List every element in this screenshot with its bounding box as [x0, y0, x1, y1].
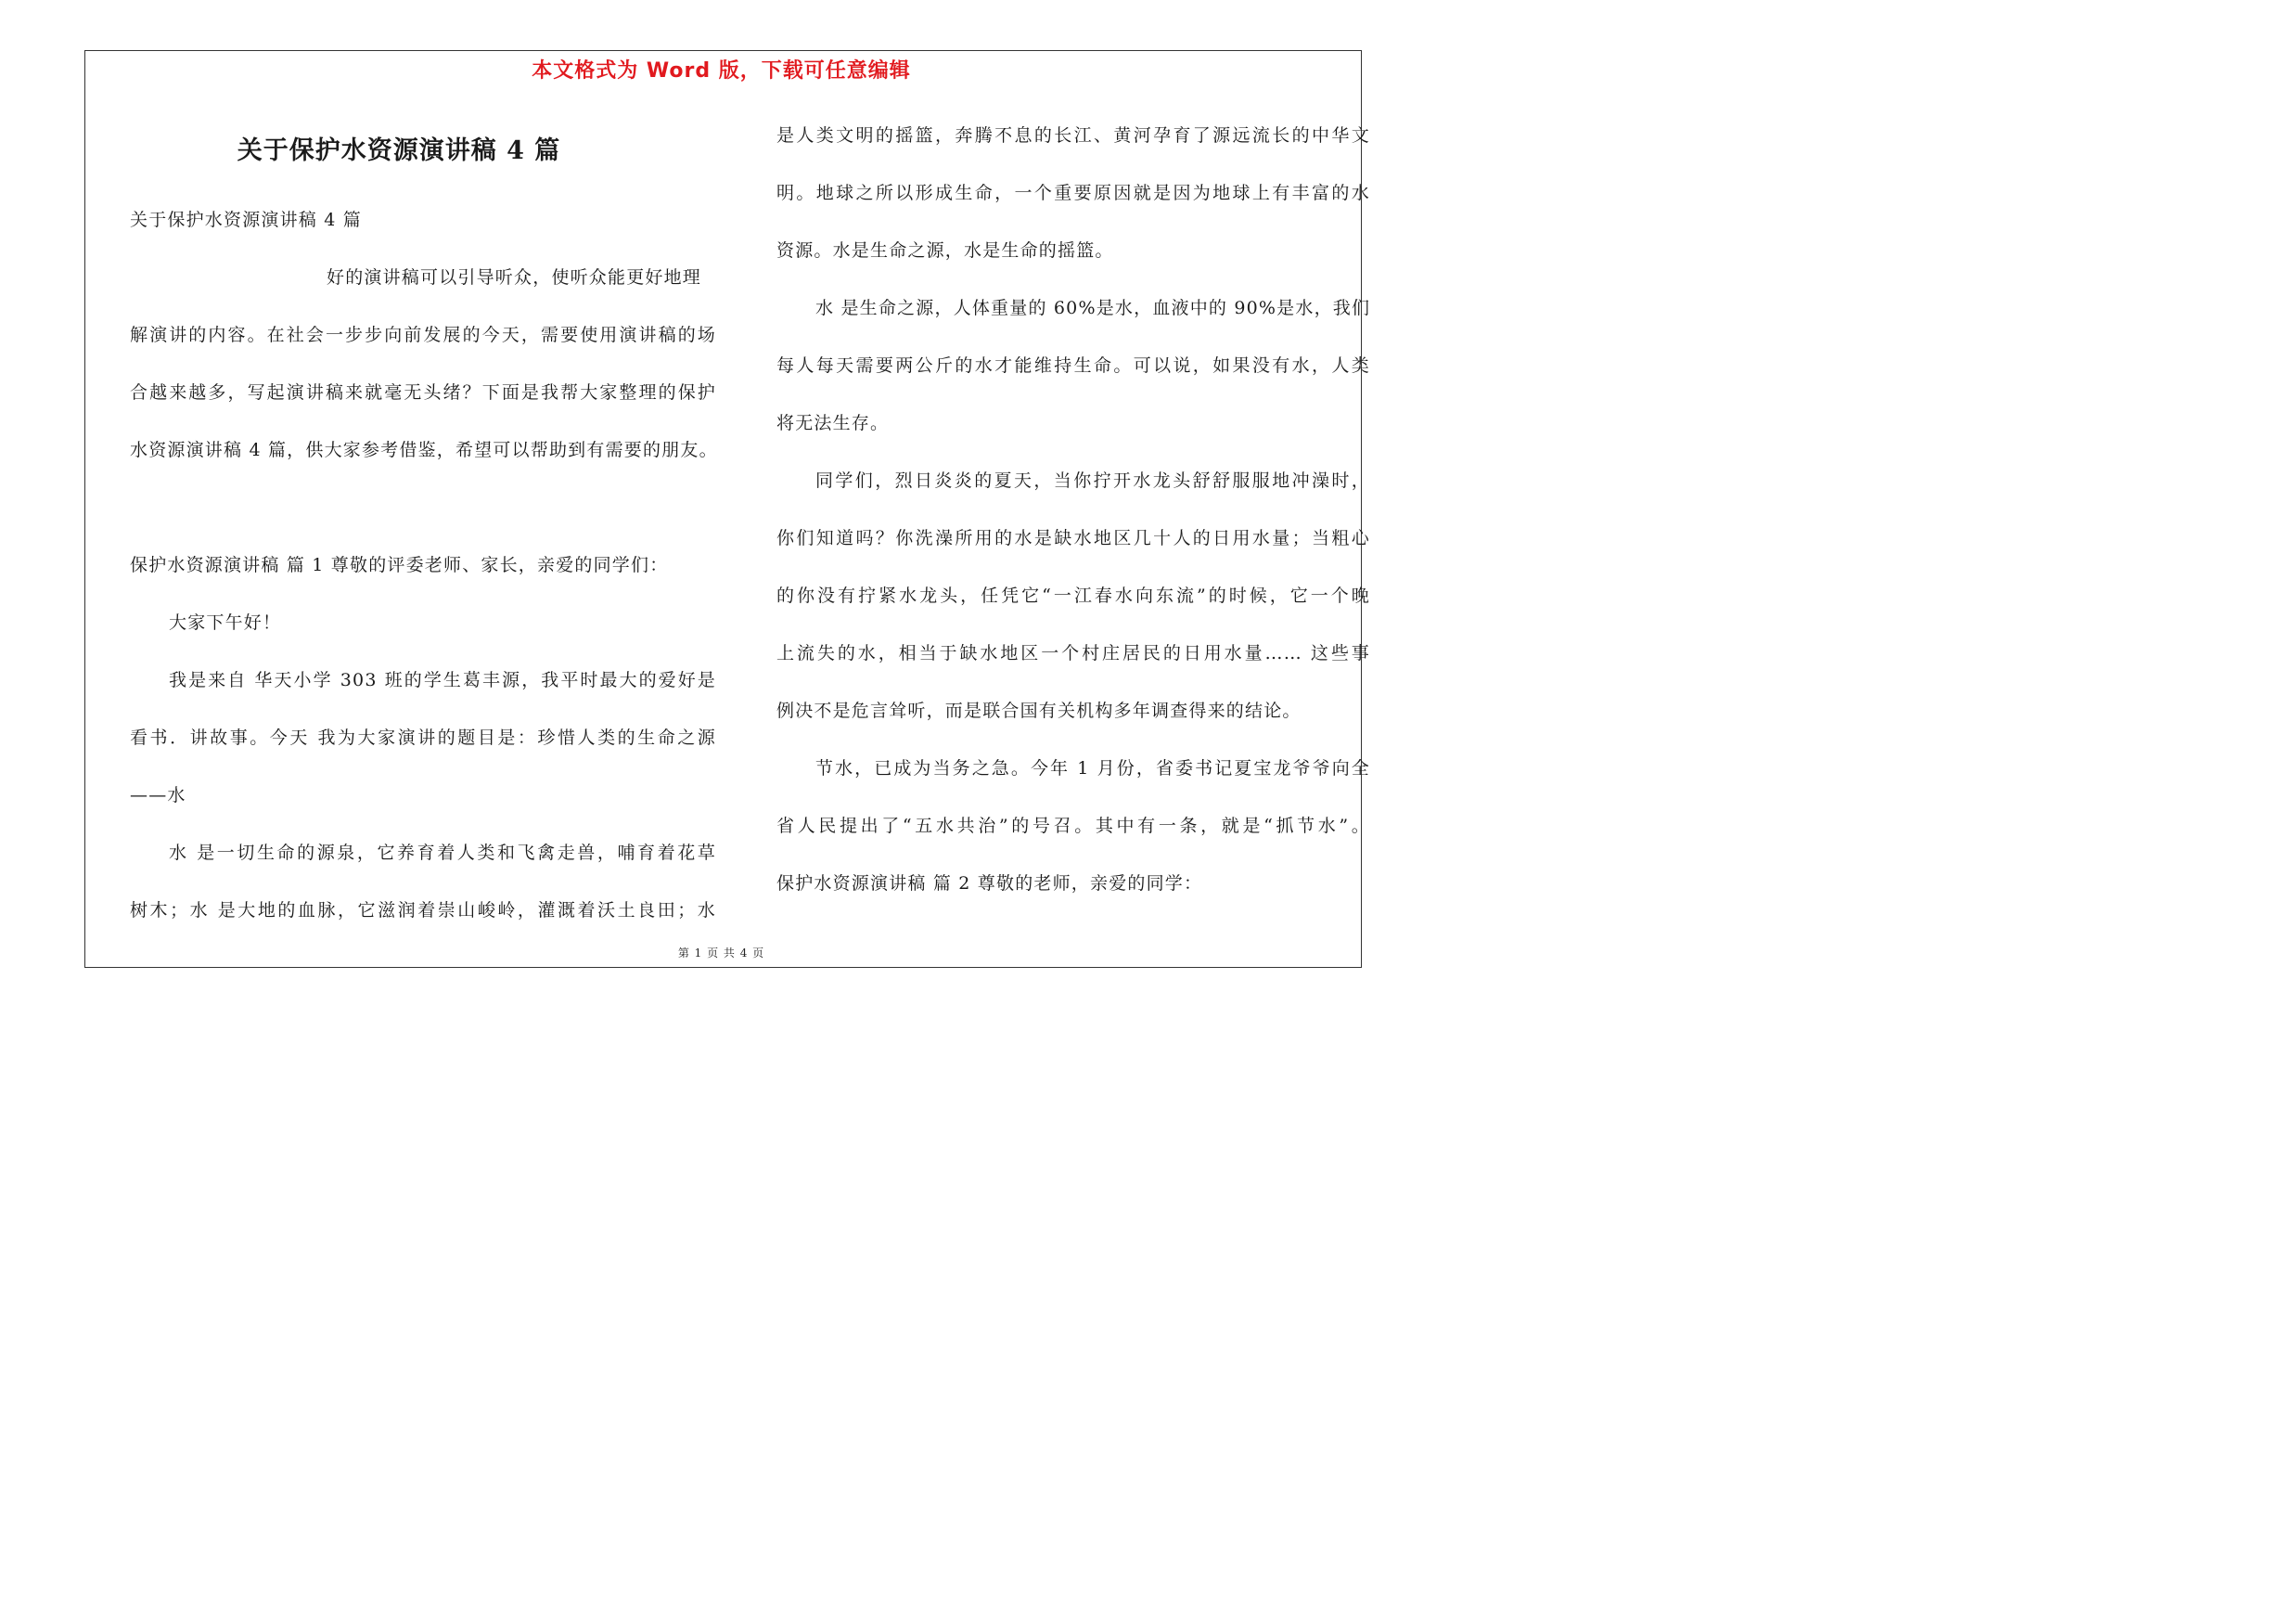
text-line: 你们知道吗？你洗澡所用的水是缺水地区几十人的日用水量；当粗心: [776, 528, 1370, 548]
text-line: 将无法生存。: [776, 413, 890, 433]
text-line: 保护水资源演讲稿 篇 2 尊敬的老师，亲爱的同学：: [776, 873, 1203, 894]
text-line: 节水，已成为当务之急。今年 1 月份，省委书记夏宝龙爷爷向全: [815, 758, 1370, 779]
text-line: 看书．讲故事。今天 我为大家演讲的题目是：珍惜人类的生命之源: [130, 728, 716, 748]
text-line: 资源。水是生命之源，水是生命的摇篮。: [776, 240, 1114, 261]
document-title: 关于保护水资源演讲稿 4 篇: [237, 136, 561, 165]
text-line: 水 是生命之源，人体重量的 60%是水，血液中的 90%是水，我们: [815, 298, 1371, 318]
text-line: ——水: [130, 785, 186, 805]
text-line: 大家下午好！: [169, 612, 282, 633]
text-line: 水资源演讲稿 4 篇，供大家参考借鉴，希望可以帮助到有需要的朋友。: [130, 440, 718, 460]
text-line: 例决不是危言耸听，而是联合国有关机构多年调查得来的结论。: [776, 701, 1302, 721]
text-line: 我是来自 华天小学 303 班的学生葛丰源，我平时最大的爱好是: [169, 670, 716, 690]
header-banner: 本文格式为 Word 版，下载可任意编辑: [532, 59, 911, 83]
text-line: 树木；水 是大地的血脉，它滋润着崇山峻岭，灌溉着沃土良田；水: [130, 900, 716, 921]
text-line: 解演讲的内容。在社会一步步向前发展的今天，需要使用演讲稿的场: [130, 325, 716, 345]
right-column: [776, 119, 1370, 924]
page-number-footer: 第 1 页 共 4 页: [677, 947, 765, 960]
paragraph-gap: [130, 491, 716, 548]
text-line: 是人类文明的摇篮，奔腾不息的长江、黄河孕育了源远流长的中华文: [776, 125, 1370, 146]
text-line: 好的演讲稿可以引导听众，使听众能更好地理: [327, 267, 702, 288]
text-line: 明。地球之所以形成生命，一个重要原因就是因为地球上有丰富的水: [776, 183, 1370, 203]
text-line: 省人民提出了“五水共治”的号召。其中有一条，就是“抓节水”。: [776, 816, 1370, 836]
text-line: 上流失的水，相当于缺水地区一个村庄居民的日用水量…… 这些事: [776, 643, 1370, 663]
text-line: 合越来越多，写起演讲稿来就毫无头绪？下面是我帮大家整理的保护: [130, 382, 716, 403]
text-line: 同学们，烈日炎炎的夏天，当你拧开水龙头舒舒服服地冲澡时，: [815, 470, 1370, 491]
text-line: 水 是一切生命的源泉，它养育着人类和飞禽走兽，哺育着花草: [169, 843, 716, 863]
text-line: 保护水资源演讲稿 篇 1 尊敬的评委老师、家长，亲爱的同学们：: [130, 555, 669, 575]
text-line: 的你没有拧紧水龙头，任凭它“一江春水向东流”的时候，它一个晚: [776, 586, 1370, 606]
left-column: [130, 203, 716, 951]
text-line: 每人每天需要两公斤的水才能维持生命。可以说，如果没有水，人类: [776, 355, 1370, 376]
text-line: 关于保护水资源演讲稿 4 篇: [130, 210, 362, 230]
